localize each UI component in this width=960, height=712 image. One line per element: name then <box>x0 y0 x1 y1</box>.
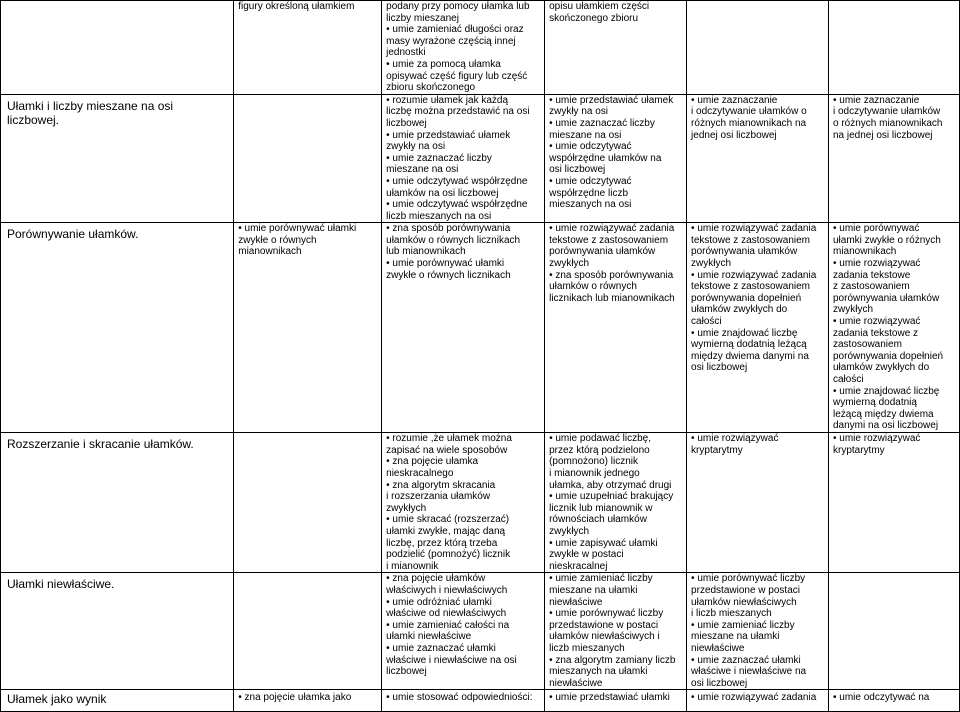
requirement-line: • umie odczytywać współrzędne <box>386 175 528 187</box>
requirement-line: (pomnożono) licznik <box>549 456 639 468</box>
requirement-line: nieskracalnego <box>386 468 454 480</box>
requirement-line: ułamki zwykłe, mając daną <box>386 526 506 538</box>
requirement-line: różnych mianownikach na <box>691 117 807 129</box>
requirement-cell <box>829 433 960 573</box>
requirement-line: leżącą między dwiema <box>833 408 934 420</box>
requirement-cell <box>234 94 382 223</box>
requirement-line: • umie porównywać liczby <box>549 608 664 620</box>
requirement-cell <box>234 1 382 95</box>
requirement-line: • umie za pomocą ułamka <box>386 58 501 70</box>
requirement-line: figury określoną ułamkiem <box>238 1 355 12</box>
requirement-line: • umie zaznaczanie <box>691 94 778 106</box>
requirement-cell <box>234 433 382 573</box>
requirement-line: mieszane na ułamki <box>549 585 638 596</box>
requirement-cell <box>545 433 687 573</box>
requirement-cell <box>545 94 687 223</box>
table-row <box>1 690 960 712</box>
requirement-line: z zastosowaniem <box>833 281 910 293</box>
requirement-line: osi liczbowej <box>691 677 748 689</box>
requirement-line: mieszanych na ułamki <box>549 666 648 678</box>
requirement-line: • umie rozwiązywać zadania <box>691 692 817 704</box>
requirement-line: mianownikach <box>833 246 897 258</box>
requirement-line: mieszane na ułamki <box>691 631 780 643</box>
requirement-line: niewłaściwe <box>691 642 745 654</box>
requirement-line: nieskracalnej <box>549 560 608 572</box>
requirement-cell <box>687 690 829 712</box>
requirement-cell <box>829 573 960 690</box>
requirement-line: • zna sposób porównywania <box>386 223 511 235</box>
requirement-line: liczb mieszanych na osi <box>386 210 492 222</box>
requirement-line: liczbowej <box>386 666 427 678</box>
requirement-cell <box>829 1 960 95</box>
requirement-line: i liczb mieszanych <box>691 608 772 620</box>
requirement-line: zapisać na wiele sposobów <box>386 444 508 456</box>
requirement-line: podzielić (pomnożyć) licznik <box>386 549 511 561</box>
requirement-line: • zna pojęcie ułamków <box>386 573 486 585</box>
requirement-line: • rozumie ułamek jak każdą <box>386 94 509 106</box>
requirement-line: • umie skracać (rozszerzać) <box>386 514 510 526</box>
requirement-line: liczbowej <box>386 117 427 129</box>
topic-cell <box>1 690 234 712</box>
requirement-line: • umie zamieniać długości oraz <box>386 24 524 36</box>
requirement-line: całości <box>833 374 864 385</box>
topic-label: Ułamek jako wynik <box>7 692 107 707</box>
requirement-line: • umie odczytywać współrzędne <box>386 199 528 211</box>
requirement-cell <box>234 573 382 690</box>
topic-cell <box>1 1 234 95</box>
requirement-line: • zna pojęcie ułamka jako <box>238 692 352 704</box>
topic-cell <box>1 94 234 223</box>
requirement-cell <box>382 1 545 95</box>
requirement-line: i mianownik jednego <box>549 468 640 480</box>
topic-cell <box>1 433 234 573</box>
requirement-line: osi liczbowej <box>549 164 606 176</box>
requirement-cell <box>687 94 829 223</box>
requirement-line: opisywać część figury lub część <box>386 70 528 82</box>
requirement-cell <box>687 223 829 433</box>
requirement-line: wymierną dodatnią <box>833 397 917 409</box>
requirement-line: • umie podawać liczbę, <box>549 433 651 445</box>
requirement-line: zwykłe w postaci <box>549 549 624 561</box>
requirement-line: niewłaściwe <box>549 596 603 608</box>
requirement-cell <box>234 223 382 433</box>
requirement-line: i odczytywanie ułamków o <box>691 106 807 118</box>
requirement-line: ułamków na osi liczbowej <box>386 187 499 199</box>
requirement-line: właściwe od niewłaściwych <box>386 608 507 620</box>
requirement-line: • umie zamieniać liczby <box>549 573 653 585</box>
requirement-line: właściwych i niewłaściwych <box>386 585 508 596</box>
requirement-line: liczbę, przez którą trzeba <box>386 537 498 549</box>
requirement-line: jednostki <box>386 47 426 59</box>
requirement-line: zadania tekstowe <box>833 269 911 281</box>
table-row <box>1 94 960 223</box>
requirement-line: • umie stosować odpowiedniości: <box>386 692 533 704</box>
requirement-line: • umie rozwiązywać zadania <box>549 223 675 235</box>
requirement-line: właściwe i niewłaściwe na <box>691 666 807 678</box>
requirement-line: równościach ułamków <box>549 514 647 526</box>
requirement-line: niewłaściwe <box>549 677 603 689</box>
requirement-line: zwykłe o równych <box>238 234 317 246</box>
requirement-cell <box>687 433 829 573</box>
requirement-line: • umie rozwiązywać <box>833 433 921 445</box>
requirement-line: zwykłych <box>549 526 590 538</box>
requirement-line: • umie przedstawiać ułamek <box>549 94 674 106</box>
requirement-line: tekstowe z zastosowaniem <box>691 281 810 293</box>
requirement-line: • umie rozwiązywać zadania <box>691 223 817 235</box>
requirement-line: • zna algorytm skracania <box>386 479 496 491</box>
requirement-cell <box>687 1 829 95</box>
requirement-line: • umie zaznaczać ułamki <box>691 654 801 666</box>
requirement-line: tekstowe z zastosowaniem <box>691 234 810 246</box>
requirement-line: podany przy pomocy ułamka lub <box>386 1 530 12</box>
requirement-line: • umie zamieniać liczby <box>691 619 795 631</box>
requirement-line: • umie porównywać liczby <box>691 573 806 585</box>
requirement-line: liczbę można przedstawić na osi <box>386 106 530 118</box>
requirement-line: zwykły na osi <box>386 141 446 153</box>
requirement-line: i rozszerzania ułamków <box>386 491 491 503</box>
requirement-cell <box>382 573 545 690</box>
requirement-line: osi liczbowej <box>691 362 748 374</box>
requirement-line: całości <box>691 316 722 328</box>
requirement-line: ułamki zwykłe o różnych <box>833 234 941 246</box>
requirement-line: jednej osi liczbowej <box>691 129 777 141</box>
requirement-cell <box>829 223 960 433</box>
requirement-line: • umie zaznaczać ułamki <box>386 642 496 654</box>
requirement-line: • umie rozwiązywać <box>833 258 921 270</box>
requirement-line: mieszane na osi <box>386 164 459 176</box>
requirement-line: • umie zaznaczać liczby <box>386 152 492 164</box>
requirement-line: między dwiema danymi na <box>691 350 809 362</box>
requirement-line: • zna algorytm zamiany liczb <box>549 654 676 666</box>
requirement-line: ułamków niewłaściwych <box>691 596 797 608</box>
requirement-line: mieszane na osi <box>549 129 622 141</box>
requirement-cell <box>545 573 687 690</box>
requirement-line: kryptarytmy <box>691 444 743 456</box>
requirement-line: danymi na osi liczbowej <box>833 420 939 432</box>
requirement-line: masy wyrażone częścią innej <box>386 35 516 47</box>
requirement-line: tekstowe z zastosowaniem <box>549 234 669 246</box>
requirement-line: zadania tekstowe z <box>833 327 919 339</box>
requirement-line: • umie przedstawiać ułamek <box>386 129 511 141</box>
requirement-cell <box>382 690 545 712</box>
requirement-line: i mianownik <box>386 560 439 572</box>
requirement-line: ułamka, aby otrzymać drugi <box>549 479 672 491</box>
requirement-cell <box>829 94 960 223</box>
requirement-line: kryptarytmy <box>833 444 885 456</box>
requirement-line: zwykły na osi <box>549 106 608 118</box>
requirement-line: i odczytywanie ułamków <box>833 106 941 118</box>
requirement-line: • umie znajdować liczbę <box>833 385 940 397</box>
requirement-line: • umie przedstawiać ułamki <box>549 692 670 704</box>
table-row <box>1 223 960 433</box>
requirement-cell <box>545 690 687 712</box>
topic-label: Ułamki i liczby mieszane na osi liczbowej. <box>7 98 174 127</box>
requirement-line: zbioru skończonego <box>386 82 476 94</box>
requirement-line: • umie zamieniać całości na <box>386 619 510 631</box>
requirement-line: zwykłych <box>833 304 874 316</box>
requirement-line: ułamki niewłaściwe <box>386 631 472 643</box>
requirement-line: przedstawione w postaci <box>691 585 800 596</box>
requirement-line: licznik lub mianownik w <box>549 502 653 514</box>
requirement-line: porównywania ułamków <box>549 246 656 258</box>
requirement-line: • umie odczytywać <box>549 141 632 153</box>
requirement-cell <box>545 1 687 95</box>
topic-cell <box>1 223 234 433</box>
requirement-line: • umie rozwiązywać <box>691 433 779 445</box>
requirement-line: • umie zapisywać ułamki <box>549 537 658 549</box>
requirement-line: ułamków zwykłych do <box>833 362 930 374</box>
requirement-line: zastosowaniem <box>833 339 902 351</box>
requirement-line: opisu ułamkiem części <box>549 1 650 12</box>
requirement-line: zwykłych <box>691 258 732 270</box>
requirement-line: • umie rozwiązywać <box>833 316 921 328</box>
requirement-line: współrzędne liczb <box>549 187 629 199</box>
requirement-cell <box>545 223 687 433</box>
requirement-line: o różnych mianownikach <box>833 117 943 129</box>
requirement-line: liczby mieszanej <box>386 12 459 24</box>
table-row <box>1 573 960 690</box>
requirement-line: przez którą podzielono <box>549 444 650 456</box>
requirement-line: mieszanych na osi <box>549 199 632 211</box>
requirement-line: ułamków niewłaściwych i <box>549 631 660 643</box>
requirement-line: lub mianownikach <box>386 246 466 258</box>
topic-label: Ułamki niewłaściwe. <box>7 577 115 592</box>
requirement-line: • umie porównywać <box>833 223 920 235</box>
requirement-line: właściwe i niewłaściwe na osi <box>386 654 517 666</box>
requirement-line: • umie porównywać ułamki <box>238 223 357 235</box>
requirement-line: • umie odróżniać ułamki <box>386 596 492 608</box>
topic-cell <box>1 573 234 690</box>
requirement-line: przedstawione w postaci <box>549 619 659 631</box>
requirement-line: wymierną dodatnią leżącą <box>691 339 807 351</box>
requirement-line: • umie zaznaczanie <box>833 94 920 106</box>
table-row <box>1 433 960 573</box>
requirement-line: • umie uzupełniać brakujący <box>549 491 674 503</box>
requirement-line: skończonego zbioru <box>549 12 639 24</box>
requirement-cell <box>234 690 382 712</box>
requirement-line: ułamków o równych licznikach <box>386 234 521 246</box>
requirement-line: zwykłych <box>549 258 590 270</box>
requirement-cell <box>382 94 545 223</box>
requirement-line: • zna sposób porównywania <box>549 269 674 281</box>
requirement-cell <box>382 223 545 433</box>
requirement-line: ułamków o równych <box>549 281 637 293</box>
requirement-line: • umie porównywać ułamki <box>386 258 505 270</box>
requirement-line: porównywania ułamków <box>691 246 798 258</box>
requirement-line: • umie znajdować liczbę <box>691 327 798 339</box>
requirement-cell <box>687 573 829 690</box>
requirement-line: zwykłe o równych licznikach <box>386 269 511 281</box>
requirement-line: współrzędne ułamków na <box>549 152 662 164</box>
requirement-line: porównywania ułamków <box>833 292 940 304</box>
requirement-cell <box>829 690 960 712</box>
requirement-line: • umie odczytywać na <box>833 692 930 704</box>
requirement-cell <box>382 433 545 573</box>
requirement-line: porównywania dopełnień <box>691 292 802 304</box>
requirement-line: liczb mieszanych <box>549 642 625 654</box>
requirement-line: zwykłych <box>386 502 427 514</box>
requirement-line: ułamków zwykłych do <box>691 304 788 316</box>
requirement-line: • umie odczytywać <box>549 175 632 187</box>
requirement-line: na jednej osi liczbowej <box>833 129 933 141</box>
requirement-line: • zna pojęcie ułamka <box>386 456 479 468</box>
topic-label: Rozszerzanie i skracanie ułamków. <box>7 437 194 452</box>
requirement-line: licznikach lub mianownikach <box>549 292 675 304</box>
requirement-line: • umie rozwiązywać zadania <box>691 269 817 281</box>
requirement-line: mianownikach <box>238 246 302 258</box>
topic-label: Porównywanie ułamków. <box>7 227 139 242</box>
requirement-line: porównywania dopełnień <box>833 350 944 362</box>
requirement-line: • umie zaznaczać liczby <box>549 117 655 129</box>
table-row <box>1 1 960 95</box>
requirement-line: • rozumie ,że ułamek można <box>386 433 512 445</box>
